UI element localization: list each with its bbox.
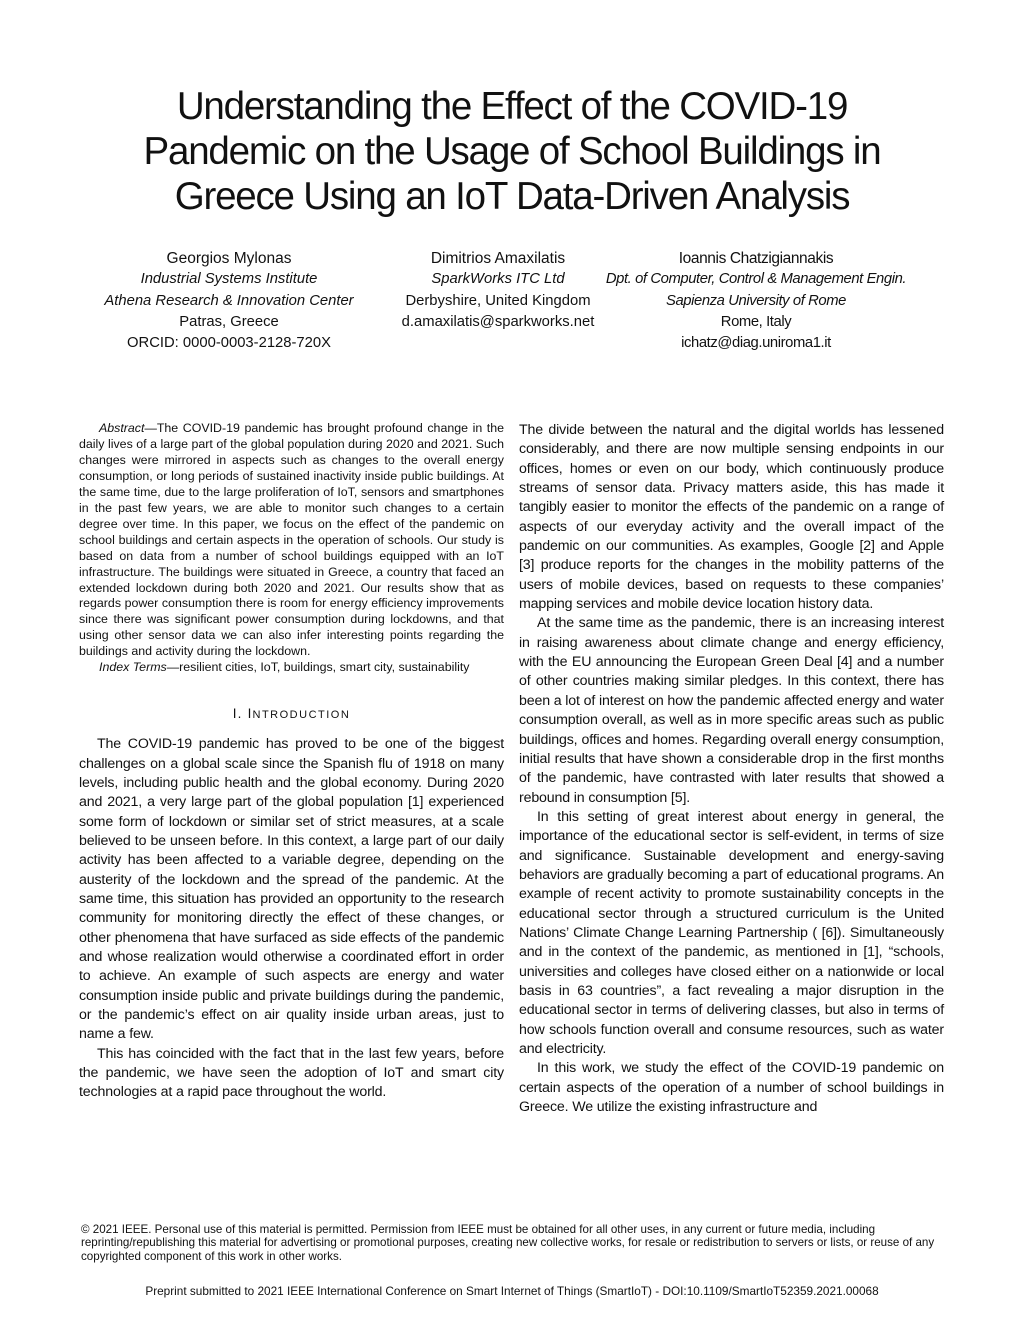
body-paragraph: This has coincided with the fact that in the last few years, before the pandemic, we have seen the adoption of IoT and smart city technologies at a rapid pace throughout the world. <box>79 1045 504 1101</box>
author-email[interactable]: ichatz@diag.uniroma1.it <box>681 335 831 352</box>
section-heading <box>79 706 504 721</box>
title-line: Pandemic on the Usage of School Buildings in <box>143 130 881 173</box>
author-name: Dimitrios Amaxilatis <box>430 250 566 267</box>
body-paragraph: In this setting of great interest about energy in general, the importance of the educational sector is self-evident, in terms of size and significance. Sustainable development and energy-saving behaviors are gradually becoming a part of educational programs. An example of recent activity to promote sustainability concepts in the educational sector through a structured curriculum is the United Nations’ Climate Change Learning Partnership ( [6]). Simultaneously and in the context of the pandemic, as mentioned in [1], “schools, universities and colleges have closed either on a nationwide or local basis in 63 countries”, a fact revealing a major disruption in the educational sector in terms of delivering classes, but also in terms of how schools function overall and consume resources, such as water and electricity. <box>519 808 944 1057</box>
author-organization: Athena Research & Innovation Center <box>104 292 354 309</box>
left-column <box>79 421 504 1103</box>
author-location: Derbyshire, United Kingdom <box>405 292 591 309</box>
abstract-label: Abstract <box>99 421 145 435</box>
author-orcid: ORCID: 0000-0003-2128-720X <box>127 335 331 352</box>
index-terms-label: Index Terms <box>99 660 167 675</box>
author-block <box>79 248 379 354</box>
preprint-footer: Preprint submitted to 2021 IEEE International Conference on Smart Internet of Things (SmartIoT) - DOI:10.1109/SmartIoT52359.2021.00068 <box>145 1284 879 1298</box>
author-affiliation: Dpt. of Computer, Control & Management Engin. <box>605 271 907 288</box>
author-name: Ioannis Chatzigiannakis <box>678 250 834 267</box>
author-email[interactable]: d.amaxilatis@sparkworks.net <box>401 313 595 330</box>
paper-title <box>90 84 934 219</box>
body-paragraph: At the same time as the pandemic, there is an increasing interest in raising awareness about climate change and energy efficiency, with the EU announcing the European Green Deal [4] and a number of other countries making similar pledges. In this context, there has been a lot of interest on how the pandemic affected energy and water consumption overall, as well as in more specific areas such as public buildings, offices and homes. Regarding overall energy consumption, initial results that have shown a considerable drop in the first months of the pandemic, have contrasted with later results that showed a rebound in consumption [5]. <box>519 615 944 806</box>
author-affiliation: SparkWorks ITC Ltd <box>431 271 565 288</box>
section-numeral: I. <box>232 706 243 722</box>
title-line: Greece Using an IoT Data-Driven Analysis <box>174 175 850 218</box>
body-paragraph: The COVID-19 pandemic has proved to be one of the biggest challenges on a global scale since the Spanish flu of 1918 on many levels, including public health and the global economy. During 2020 and 2021, a very large part of the global population [1] experienced some form of lockdown or similar set of strict measures, at a scale believed to be unseen before. In this context, a large part of our daily activity has been affected to a variable degree, depending on the austerity of the lockdown and the spread of the pandemic. At the same time, this situation has provided an opportunity to the research community for monitoring directly the effect of these changes, or other phenomena that have surfaced as side effects of the pandemic and whose realization would otherwise a coordinated effort in order to achieve. An example of such aspects are energy and water consumption inside public and private buildings during the pandemic, or the pandemic’s effect on air quality inside urban areas, just to name a few. <box>79 736 504 1043</box>
section-title-rest: NTRODUCTION <box>252 709 351 722</box>
abstract <box>79 421 504 660</box>
right-column <box>519 421 944 1117</box>
section-initial: I <box>247 706 253 722</box>
author-affiliation: Industrial Systems Institute <box>140 271 318 288</box>
title-line: Understanding the Effect of the COVID-19 <box>176 85 848 128</box>
author-name: Georgios Mylonas <box>166 250 292 267</box>
index-terms-text: —resilient cities, IoT, buildings, smart city, sustainability <box>166 660 470 675</box>
index-terms <box>79 660 504 676</box>
copyright-notice: © 2021 IEEE. Personal use of this material is permitted. Permission from IEEE must be obtained for all other uses, in any current or future media, including reprinting/republishing this material for advertising or promotional purposes, creating new collective works, for resale or redistribution to servers or lists, or reuse of any copyrighted component of this work in other works. <box>81 1223 935 1263</box>
author-location: Rome, Italy <box>720 313 792 330</box>
body-paragraph: The divide between the natural and the digital worlds has lessened considerably, and there are now multiple sensing endpoints in our offices, homes or even on our body, which continuously produce streams of sensor data. Privacy matters aside, this has made it tangibly easier to monitor the effects of the pandemic on a range of aspects of our everyday activity and the overall impact of the pandemic on our communities. As examples, Google [2] and Apple [3] produce reports for the changes in the mobility patterns of the users of mobile devices, based on requests to these companies’ mapping services and mobile device location history data. <box>519 422 944 613</box>
author-organization: Sapienza University of Rome <box>666 292 846 309</box>
author-block <box>596 248 916 354</box>
author-location: Patras, Greece <box>179 313 279 330</box>
abstract-text: —The COVID-19 pandemic has brought profound change in the daily lives of a large part of the global population during 2020 and 2021. Such changes were mirrored in aspects such as changes to the overall energy consumption, or long periods of sustained inactivity inside public buildings. At the same time, due to the large proliferation of IoT, sensors and smartphones in the past few years, we are able to monitor such changes to a certain degree over time. In this paper, we focus on the effect of the pandemic on school buildings and certain aspects in the operation of schools. Our study is based on data from a number of school buildings equipped with an IoT infrastructure. The buildings were situated in Greece, a country that faced an extended lockdown during both 2020 and 2021. Our results show that as regards power consumption there is room for energy efficiency improvements since there was significant power consumption during lockdowns, and that using other sensor data we can also infer interesting points regarding the buildings and activity during the lockdown. <box>79 421 504 659</box>
body-paragraph: In this work, we study the effect of the COVID-19 pandemic on certain aspects of the operation of a number of school buildings in Greece. We utilize the existing infrastructure and <box>519 1060 944 1116</box>
